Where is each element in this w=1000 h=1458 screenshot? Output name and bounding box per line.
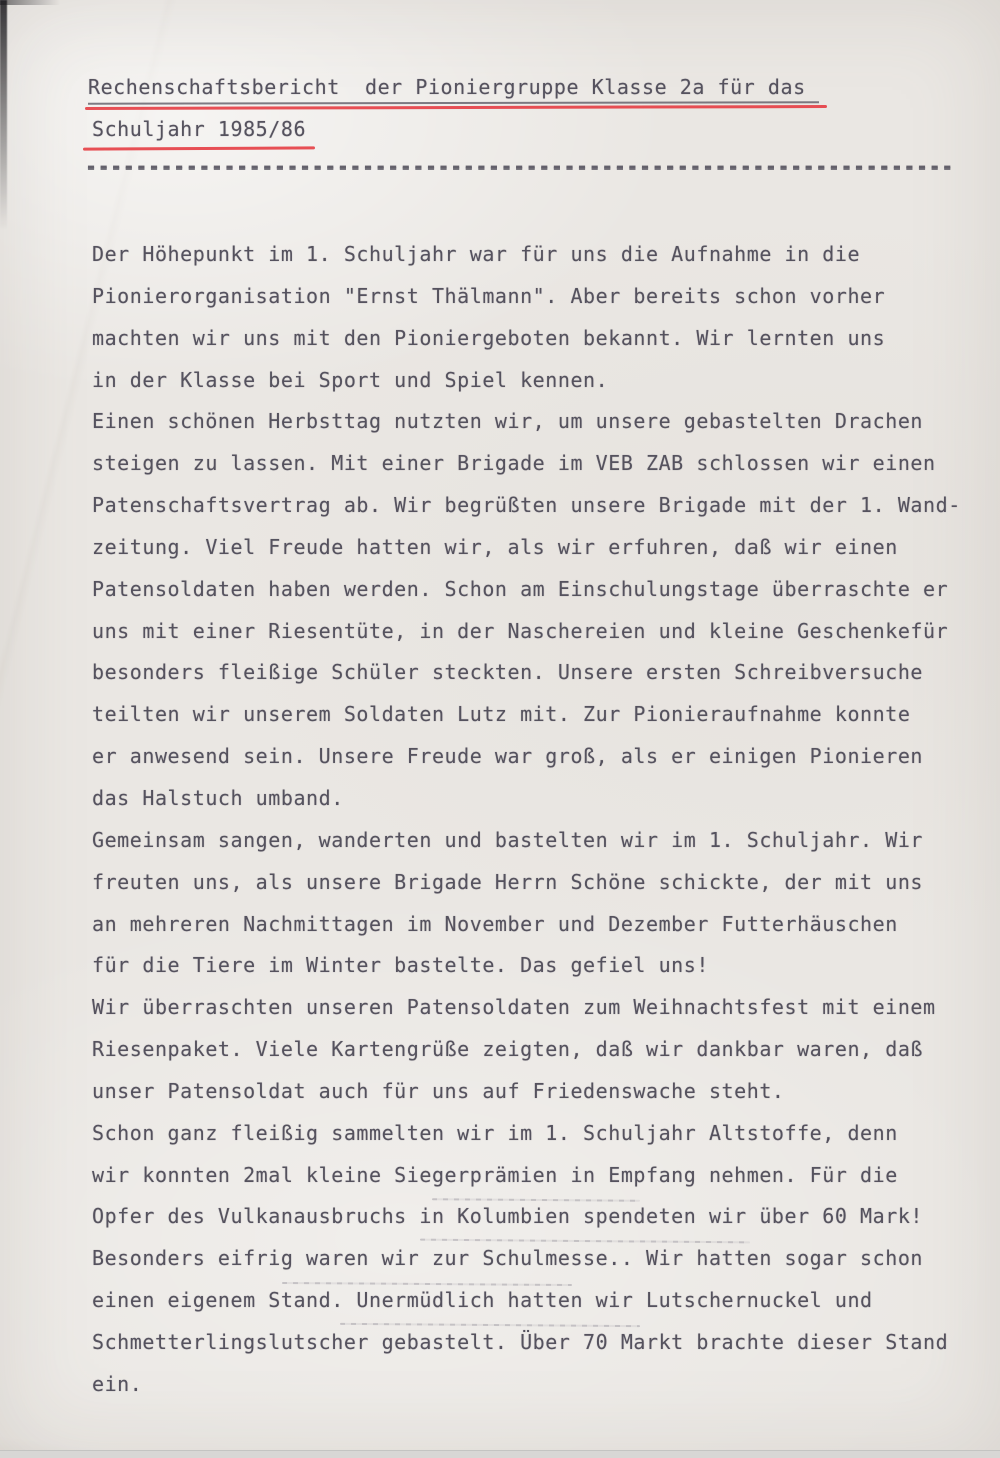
text-line: Schmetterlingslutscher gebastelt. Über 70 Markt brachte dieser Stand — [92, 1329, 949, 1354]
red-underline-title2 — [83, 146, 315, 150]
divider-line: --------------------------------------------------------------------- — [85, 154, 954, 178]
text-line: Patenschaftsvertrag ab. Wir begrüßten unsere Brigade mit der 1. Wand- — [92, 493, 961, 518]
text-line: besonders fleißige Schüler steckten. Unsere ersten Schreibversuche — [92, 660, 924, 685]
text-line: für die Tiere im Winter bastelte. Das gefiel uns! — [92, 953, 709, 978]
text-line: Pionierorganisation "Ernst Thälmann". Aber bereits schon vorher — [92, 283, 886, 308]
typed-underline — [88, 101, 819, 105]
text-line: Opfer des Vulkanausbruchs in Kolumbien spendeten wir über 60 Mark! — [92, 1204, 924, 1229]
text-line: Patensoldaten haben werden. Schon am Einschulungstage überraschte er — [92, 576, 949, 601]
text-line: machten wir uns mit den Pioniergeboten bekannt. Wir lernten uns — [92, 325, 886, 350]
document-body — [92, 234, 972, 1406]
text-line: uns mit einer Riesentüte, in der Naschereien und kleine Geschenkefür — [92, 618, 949, 643]
text-line: Riesenpaket. Viele Kartengrüße zeigten, daß wir dankbar waren, daß — [92, 1037, 924, 1062]
text-line: unser Patensoldat auch für uns auf Friedenswache steht. — [92, 1078, 785, 1103]
text-line: in der Klasse bei Sport und Spiel kennen. — [92, 367, 609, 392]
text-line: Besonders eifrig waren wir zur Schulmesse.. Wir hatten sogar schon — [92, 1246, 924, 1271]
text-line: zeitung. Viel Freude hatten wir, als wir erfuhren, daß wir einen — [92, 534, 898, 559]
text-line: wir konnten 2mal kleine Siegerprämien in Empfang nehmen. Für die — [92, 1162, 898, 1187]
red-underline-title1 — [85, 105, 827, 110]
text-line: er anwesend sein. Unsere Freude war groß, als er einigen Pionieren — [92, 744, 924, 769]
text-line: freuten uns, als unsere Brigade Herrn Schöne schickte, der mit uns — [92, 869, 924, 894]
text-line: Gemeinsam sangen, wanderten und bastelten wir im 1. Schuljahr. Wir — [92, 827, 924, 852]
scan-edge-left — [0, 0, 7, 230]
scan-edge-top — [0, 0, 60, 5]
text-line: teilten wir unserem Soldaten Lutz mit. Zur Pionieraufnahme konnte — [92, 702, 911, 727]
text-line: ein. — [92, 1371, 143, 1396]
document-title-line2: Schuljahr 1985/86 — [92, 117, 307, 141]
text-line: Einen schönen Herbsttag nutzten wir, um unsere gebastelten Drachen — [92, 409, 924, 434]
text-line: steigen zu lassen. Mit einer Brigade im VEB ZAB schlossen wir einen — [92, 451, 936, 476]
document-title-line1: Rechenschaftsbericht der Pioniergruppe Klasse 2a für das — [88, 75, 806, 99]
text-line: einen eigenem Stand. Unermüdlich hatten wir Lutschernuckel und — [92, 1288, 873, 1313]
text-line: das Halstuch umband. — [92, 785, 344, 810]
text-line: Der Höhepunkt im 1. Schuljahr war für uns die Aufnahme in die — [92, 242, 861, 266]
text-line: an mehreren Nachmittagen im November und Dezember Futterhäuschen — [92, 911, 898, 936]
text-line: Wir überraschten unseren Patensoldaten zum Weihnachtsfest mit einem — [92, 995, 936, 1020]
text-line: Schon ganz fleißig sammelten wir im 1. Schuljahr Altstoffe, denn — [92, 1120, 898, 1145]
scan-edge-bottom — [0, 1450, 1000, 1458]
